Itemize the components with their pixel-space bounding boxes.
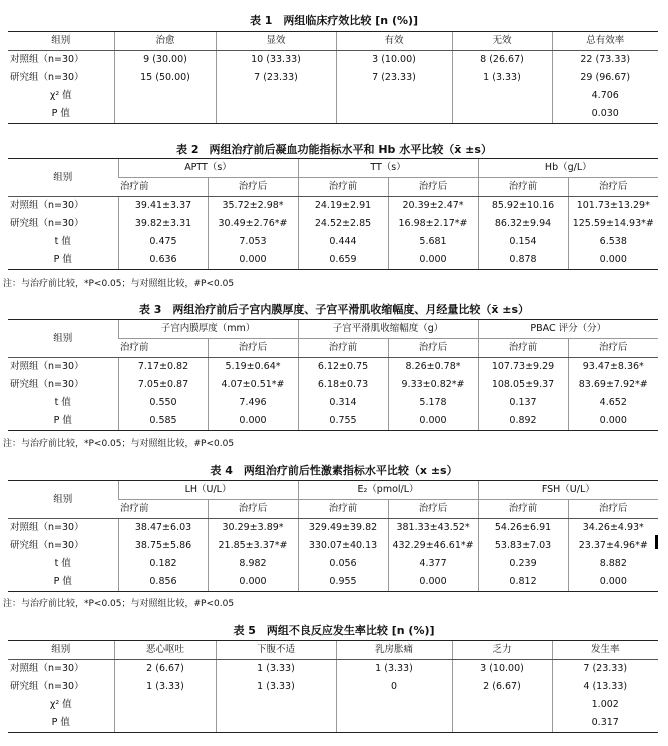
sub-column-header: 治疗后 — [388, 339, 478, 358]
table-cell: 8.982 — [208, 555, 298, 573]
row-label: P 值 — [8, 573, 118, 592]
table-cell: 0.182 — [118, 555, 208, 573]
group-header: 组别 — [8, 481, 118, 519]
table-cell: 7 (23.33) — [552, 660, 658, 679]
row-label: P 值 — [8, 251, 118, 270]
table-cell: 0.444 — [298, 233, 388, 251]
table-cell: 7 (23.33) — [336, 69, 452, 87]
table-cell: 0.878 — [478, 251, 568, 270]
table-cell: 85.92±10.16 — [478, 197, 568, 216]
table-cell — [114, 696, 216, 714]
table-cell — [336, 87, 452, 105]
column-header: 下腹不适 — [216, 641, 336, 660]
table-cell: 101.73±13.29* — [568, 197, 658, 216]
column-header: 乳房胀痛 — [336, 641, 452, 660]
table-cell: 1.002 — [552, 696, 658, 714]
data-table — [8, 640, 658, 733]
row-label: 对照组（n=30） — [10, 54, 84, 65]
table-cell: 330.07±40.13 — [298, 537, 388, 555]
table-cell: 30.49±2.76*# — [208, 215, 298, 233]
table-cell: 9.33±0.82*# — [388, 376, 478, 394]
table-cell: 93.47±8.36* — [568, 358, 658, 377]
sub-column-header: 治疗后 — [208, 500, 298, 519]
row-label: P 值 — [8, 412, 118, 431]
table-cell: 4.377 — [388, 555, 478, 573]
row-label: 对照组（n=30） — [10, 522, 84, 533]
table-row — [8, 573, 658, 592]
table-cell: 0.636 — [118, 251, 208, 270]
column-header: 无效 — [452, 32, 552, 51]
column-header: 组别 — [8, 32, 114, 51]
table-cell: 0.030 — [552, 105, 658, 124]
table-row — [8, 660, 658, 679]
group-column-header: APTT（s） — [118, 159, 298, 178]
table-cell: 0.659 — [298, 251, 388, 270]
table-cell: 0.000 — [208, 573, 298, 592]
row-label: 对照组（n=30） — [10, 361, 84, 372]
sub-column-header: 治疗前 — [298, 178, 388, 197]
table-cell: 0.892 — [478, 412, 568, 431]
table-cell: 0.154 — [478, 233, 568, 251]
column-header: 治愈 — [114, 32, 216, 51]
row-label: 研究组（n=30） — [10, 379, 84, 390]
row-label: χ² 值 — [49, 90, 72, 101]
row-label: 研究组（n=30） — [10, 540, 84, 551]
table-cell — [452, 87, 552, 105]
table-cell: 7.17±0.82 — [118, 358, 208, 377]
table-title: 表 2 两组治疗前后凝血功能指标水平和 Hb 水平比较（x̄ ±s） — [176, 143, 492, 156]
table-cell: 0.317 — [552, 714, 658, 733]
table-cell: 0.137 — [478, 394, 568, 412]
table-cell: 0.239 — [478, 555, 568, 573]
table-cell: 7 (23.33) — [216, 69, 336, 87]
table-cell: 0.000 — [208, 251, 298, 270]
table-cell: 0.000 — [568, 251, 658, 270]
sub-column-header: 治疗前 — [478, 178, 568, 197]
table-cell: 34.26±4.93* — [568, 519, 658, 538]
table-row — [8, 696, 658, 714]
table-cell: 7.496 — [208, 394, 298, 412]
row-label: t 值 — [54, 558, 71, 569]
row-label: 研究组（n=30） — [10, 218, 84, 229]
table-cell: 0.000 — [568, 412, 658, 431]
data-table — [8, 319, 658, 431]
sub-column-header: 治疗前 — [478, 339, 568, 358]
table-cell: 125.59±14.93*# — [568, 215, 658, 233]
table-cell: 3 (10.00) — [452, 660, 552, 679]
sub-column-header: 治疗后 — [568, 500, 658, 519]
table-cell: 20.39±2.47* — [388, 197, 478, 216]
table-row — [8, 537, 658, 555]
sub-column-header: 治疗后 — [388, 500, 478, 519]
table-cell: 329.49±39.82 — [298, 519, 388, 538]
table-row — [8, 215, 658, 233]
table-cell: 0.000 — [388, 573, 478, 592]
table-row — [8, 394, 658, 412]
table-cell: 6.538 — [568, 233, 658, 251]
table-cell: 6.12±0.75 — [298, 358, 388, 377]
table-cell: 0.056 — [298, 555, 388, 573]
table-cell: 4.652 — [568, 394, 658, 412]
table-cell: 24.19±2.91 — [298, 197, 388, 216]
column-header: 发生率 — [552, 641, 658, 660]
row-label: t 值 — [54, 397, 71, 408]
table-cell: 0.856 — [118, 573, 208, 592]
table-cell: 2 (6.67) — [114, 660, 216, 679]
table-cell: 1 (3.33) — [336, 660, 452, 679]
row-label: 研究组（n=30） — [10, 72, 84, 83]
table-cell: 1 (3.33) — [114, 678, 216, 696]
table-cell — [336, 696, 452, 714]
group-column-header: PBAC 评分（分） — [478, 320, 658, 339]
table-title: 表 4 两组治疗前后性激素指标水平比较（x ±s） — [210, 464, 458, 477]
table-title: 表 3 两组治疗前后子宫内膜厚度、子宫平滑肌收缩幅度、月经量比较（x̄ ±s） — [138, 303, 530, 316]
table-note: 注：与治疗前比较，*P<0.05；与对照组比较，#P<0.05 — [3, 279, 235, 289]
table-cell: 4 (13.33) — [552, 678, 658, 696]
column-header: 乏力 — [452, 641, 552, 660]
sub-column-header: 治疗前 — [118, 178, 208, 197]
table-row — [8, 376, 658, 394]
group-column-header: TT（s） — [298, 159, 478, 178]
table-cell — [216, 87, 336, 105]
group-column-header: 子宫内膜厚度（mm） — [118, 320, 298, 339]
table-cell: 108.05±9.37 — [478, 376, 568, 394]
table-cell: 0.475 — [118, 233, 208, 251]
table-cell: 35.72±2.98* — [208, 197, 298, 216]
table-title: 表 5 两组不良反应发生率比较 [n (%)] — [233, 624, 435, 637]
table-cell: 16.98±2.17*# — [388, 215, 478, 233]
table-cell: 0.000 — [568, 573, 658, 592]
table-cell: 38.75±5.86 — [118, 537, 208, 555]
data-table — [8, 480, 658, 592]
table-row — [8, 412, 658, 431]
table-cell: 4.07±0.51*# — [208, 376, 298, 394]
column-header: 恶心呕吐 — [114, 641, 216, 660]
column-header: 有效 — [336, 32, 452, 51]
sub-column-header: 治疗后 — [388, 178, 478, 197]
table-cell: 83.69±7.92*# — [568, 376, 658, 394]
group-column-header: Hb（g/L） — [478, 159, 658, 178]
row-label: 对照组（n=30） — [10, 200, 84, 211]
sub-column-header: 治疗前 — [478, 500, 568, 519]
table-cell — [114, 87, 216, 105]
row-label: P 值 — [8, 105, 114, 124]
data-table — [8, 31, 658, 124]
table-row — [8, 51, 658, 70]
table-row — [8, 519, 658, 538]
column-header: 组别 — [8, 641, 114, 660]
column-header: 总有效率 — [552, 32, 658, 51]
table-cell: 8.882 — [568, 555, 658, 573]
table-cell: 5.178 — [388, 394, 478, 412]
table-cell: 8.26±0.78* — [388, 358, 478, 377]
table-cell — [452, 696, 552, 714]
table-cell: 381.33±43.52* — [388, 519, 478, 538]
table-cell: 3 (10.00) — [336, 51, 452, 70]
row-label: 对照组（n=30） — [10, 663, 84, 674]
table-row — [8, 105, 658, 124]
table-cell: 0.000 — [388, 251, 478, 270]
row-label: 研究组（n=30） — [10, 681, 84, 692]
table-cell: 1 (3.33) — [216, 678, 336, 696]
table-cell: 0.000 — [208, 412, 298, 431]
table-cell: 22 (73.33) — [552, 51, 658, 70]
table-cell: 38.47±6.03 — [118, 519, 208, 538]
table-cell: 53.83±7.03 — [478, 537, 568, 555]
table-cell — [114, 714, 216, 733]
sub-column-header: 治疗前 — [118, 500, 208, 519]
table-cell: 86.32±9.94 — [478, 215, 568, 233]
table-cell: 29 (96.67) — [552, 69, 658, 87]
sub-column-header: 治疗后 — [568, 339, 658, 358]
table-cell: 4.706 — [552, 87, 658, 105]
table-note: 注：与治疗前比较，*P<0.05；与对照组比较，#P<0.05 — [3, 599, 235, 609]
table-cell: 15 (50.00) — [114, 69, 216, 87]
group-column-header: FSH（U/L） — [478, 481, 658, 500]
table-row — [8, 197, 658, 216]
table-cell: 9 (30.00) — [114, 51, 216, 70]
table-cell: 23.37±4.96*# — [568, 537, 658, 555]
row-label: P 值 — [8, 714, 114, 733]
table-cell — [452, 105, 552, 124]
sub-column-header: 治疗后 — [208, 339, 298, 358]
sub-column-header: 治疗前 — [118, 339, 208, 358]
table-cell — [216, 696, 336, 714]
row-label: t 值 — [54, 236, 71, 247]
table-cell: 0.000 — [388, 412, 478, 431]
table-row — [8, 69, 658, 87]
table-cell: 0.812 — [478, 573, 568, 592]
table-cell: 0.550 — [118, 394, 208, 412]
group-header: 组别 — [8, 159, 118, 197]
table-cell: 5.681 — [388, 233, 478, 251]
row-label: χ² 值 — [49, 699, 72, 710]
table-cell — [216, 714, 336, 733]
table-cell: 2 (6.67) — [452, 678, 552, 696]
table-cell — [336, 105, 452, 124]
table-cell: 6.18±0.73 — [298, 376, 388, 394]
table-cell: 7.05±0.87 — [118, 376, 208, 394]
table-cell — [336, 714, 452, 733]
table-cell: 39.82±3.31 — [118, 215, 208, 233]
sub-column-header: 治疗前 — [298, 500, 388, 519]
table-cell: 0 — [336, 678, 452, 696]
table-cell: 0.755 — [298, 412, 388, 431]
table-cell — [216, 105, 336, 124]
sub-column-header: 治疗后 — [568, 178, 658, 197]
table-cell: 5.19±0.64* — [208, 358, 298, 377]
column-header: 显效 — [216, 32, 336, 51]
table-row — [8, 87, 658, 105]
table-cell: 1 (3.33) — [452, 69, 552, 87]
table-cell: 30.29±3.89* — [208, 519, 298, 538]
table-cell: 54.26±6.91 — [478, 519, 568, 538]
table-cell: 107.73±9.29 — [478, 358, 568, 377]
table-cell: 0.955 — [298, 573, 388, 592]
sub-column-header: 治疗后 — [208, 178, 298, 197]
table-cell — [452, 714, 552, 733]
table-cell: 0.585 — [118, 412, 208, 431]
group-column-header: LH（U/L） — [118, 481, 298, 500]
table-cell: 0.314 — [298, 394, 388, 412]
table-cell: 21.85±3.37*# — [208, 537, 298, 555]
table-cell: 10 (33.33) — [216, 51, 336, 70]
group-column-header: E₂（pmol/L） — [298, 481, 478, 500]
data-table — [8, 158, 658, 270]
table-row — [8, 358, 658, 377]
table-row — [8, 233, 658, 251]
table-cell: 7.053 — [208, 233, 298, 251]
sub-column-header: 治疗前 — [298, 339, 388, 358]
table-row — [8, 714, 658, 733]
table-cell: 39.41±3.37 — [118, 197, 208, 216]
group-column-header: 子宫平滑肌收缩幅度（g） — [298, 320, 478, 339]
table-cell: 24.52±2.85 — [298, 215, 388, 233]
table-row — [8, 251, 658, 270]
table-cell: 432.29±46.61*# — [388, 537, 478, 555]
group-header: 组别 — [8, 320, 118, 358]
table-row — [8, 555, 658, 573]
table-note: 注：与治疗前比较，*P<0.05；与对照组比较，#P<0.05 — [3, 439, 235, 449]
table-cell: 8 (26.67) — [452, 51, 552, 70]
table-row — [8, 678, 658, 696]
table-cell: 1 (3.33) — [216, 660, 336, 679]
table-title: 表 1 两组临床疗效比较 [n (%)] — [249, 14, 419, 27]
table-cell — [114, 105, 216, 124]
